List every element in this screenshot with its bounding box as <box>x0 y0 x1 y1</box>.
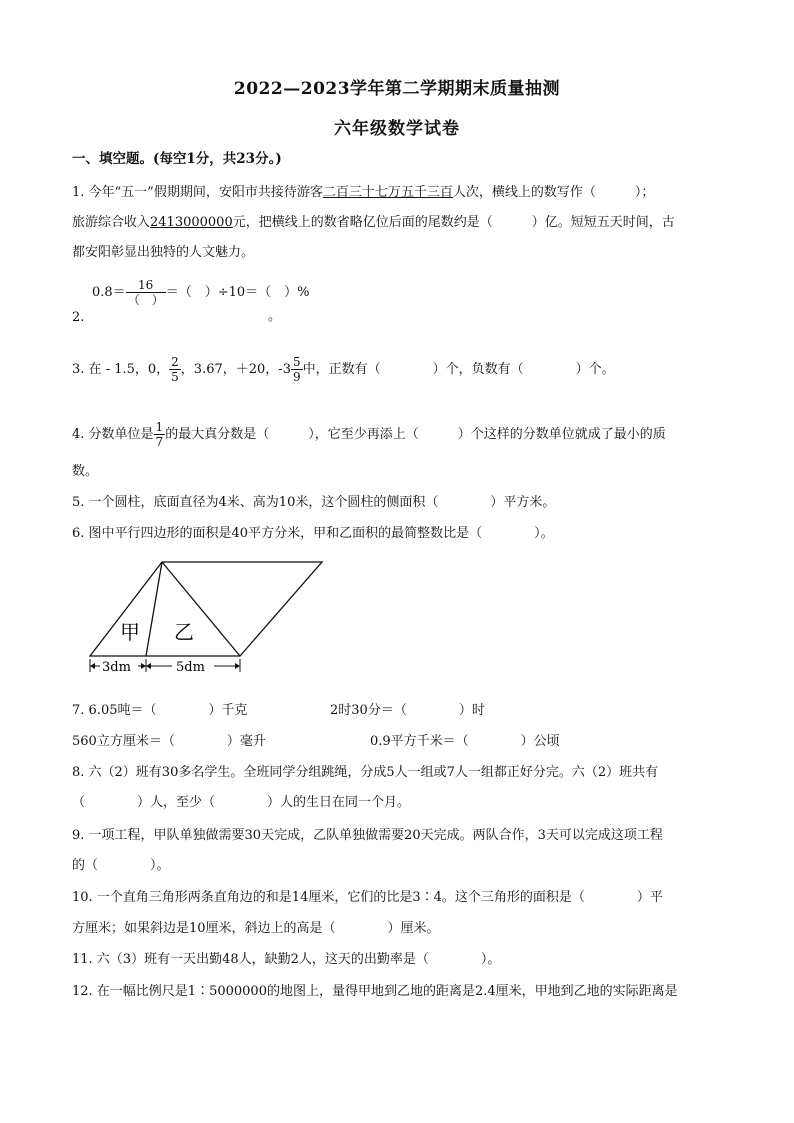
q1-underlined-income: 2413000000 <box>150 215 233 230</box>
q7-c: 560立方厘米＝（ ）毫升 <box>72 734 266 749</box>
q7-d: 0.9平方千米＝（ ）公顷 <box>370 734 560 749</box>
q3-label: 3. <box>72 362 85 377</box>
q8-line2: （ ）人，至少（ ）人的生日在同一个月。 <box>72 795 411 810</box>
q4-line2: 数。 <box>72 464 99 479</box>
q10-line1: 10. 一个直角三角形两条直角边的和是14厘米，它们的比是3∶4。这个三角形的面积是（ ）平 <box>72 890 663 905</box>
q2-label: 2. <box>72 310 85 325</box>
q4-line1 <box>72 420 666 449</box>
q3-mixed-denominator: 9 <box>292 370 301 384</box>
arrow-right-1 <box>141 663 146 669</box>
q2-tail: 。 <box>268 309 282 324</box>
q2-lead: 0.8＝ <box>92 285 126 300</box>
q1-line3: 都安阳彰显出独特的人文魅力。 <box>72 245 255 260</box>
q4-fraction <box>154 420 166 449</box>
dim-label-5dm: 5dm <box>176 660 205 675</box>
q3-text-a: 在 - 1.5，0， <box>88 362 170 377</box>
parallelogram-figure <box>82 556 332 680</box>
q11-line: 11. 六（3）班有一天出勤48人，缺勤2人，这天的出勤率是（ ）。 <box>72 952 501 967</box>
q9-line2: 的（ ）。 <box>72 858 170 873</box>
q7-a: 7. 6.05吨＝（ ）千克 <box>72 703 248 718</box>
q1-text-a: 1. 今年“五一”假期期间，安阳市共接待游客 <box>72 185 323 200</box>
q10-line2: 方厘米；如果斜边是10厘米，斜边上的高是（ ）厘米。 <box>72 921 440 936</box>
q3-fraction-denominator: 5 <box>171 370 179 384</box>
q4-fraction-denominator: 7 <box>155 435 164 449</box>
q2-equation <box>92 278 310 307</box>
q3-line <box>72 355 615 384</box>
q6-line: 6. 图中平行四边形的面积是40平方分米，甲和乙面积的最简整数比是（ ）。 <box>72 526 554 541</box>
q4-text-a: 4. 分数单位是 <box>72 427 154 442</box>
q4-text-b: 的最大真分数是（ ），它至少再添上（ ）个这样的分数单位就成了最小的质 <box>165 427 666 442</box>
q2-fraction <box>126 278 166 307</box>
section-heading: 一、填空题。(每空1分，共23分。) <box>72 151 282 167</box>
q1-text-c: 旅游综合收入 <box>72 215 151 230</box>
arrow-left-2 <box>146 663 151 669</box>
q3-fraction <box>169 355 181 384</box>
q2-rest: ＝（ ）÷10＝（ ）% <box>165 285 310 300</box>
q3-mixed-numerator: 5 <box>292 355 301 369</box>
q4-fraction-numerator: 1 <box>155 420 164 434</box>
q1-text-b: 人次，横线上的数写作（ ）； <box>452 185 655 200</box>
q2-fraction-numerator: 16 <box>126 278 166 293</box>
arrow-right-2 <box>235 663 240 669</box>
q1-text-d: 元，把横线上的数省略亿位后面的尾数约是（ ）亿。短短五天时间，古 <box>232 215 675 230</box>
q3-text-b: ，3.67，＋20，- <box>180 362 283 377</box>
q3-mixed-fraction <box>291 355 303 384</box>
q8-line1: 8. 六（2）班有30多名学生。全班同学分组跳绳，分成5人一组或7人一组都正好分完。六（2）班共有 <box>72 765 659 780</box>
q9-line1: 9. 一项工程，甲队单独做需要30天完成，乙队单独做需要20天完成。两队合作，3天可以完成这项工程 <box>72 828 663 843</box>
label-jia: 甲 <box>120 620 140 644</box>
dim-label-3dm: 3dm <box>102 660 131 675</box>
q5-line: 5. 一个圆柱，底面直径为4米、高为10米，这个圆柱的侧面积（ ）平方米。 <box>72 495 556 510</box>
q3-mixed-whole: 3 <box>282 362 291 377</box>
arrow-left-1 <box>90 663 95 669</box>
q12-line: 12. 在一幅比例尺是1∶5000000的地图上，量得甲地到乙地的距离是2.4厘米，甲地到乙地的实际距离是 <box>72 984 678 999</box>
exam-title: 2022—2023学年第二学期期末质量抽测 <box>233 79 561 99</box>
q2-fraction-denominator: （ ） <box>127 293 164 307</box>
q1-underlined-number: 二百三十七万五千三百 <box>322 185 453 200</box>
exam-subtitle: 六年级数学试卷 <box>334 119 460 139</box>
q1-line1 <box>72 184 654 202</box>
q3-fraction-numerator: 2 <box>171 355 179 369</box>
q3-text-c: 中，正数有（ ）个，负数有（ ）个。 <box>302 362 615 377</box>
divider-line-1 <box>146 562 162 656</box>
q1-line2 <box>72 214 675 232</box>
q7-b: 2时30分＝（ ）时 <box>330 703 485 718</box>
label-yi: 乙 <box>174 620 194 644</box>
